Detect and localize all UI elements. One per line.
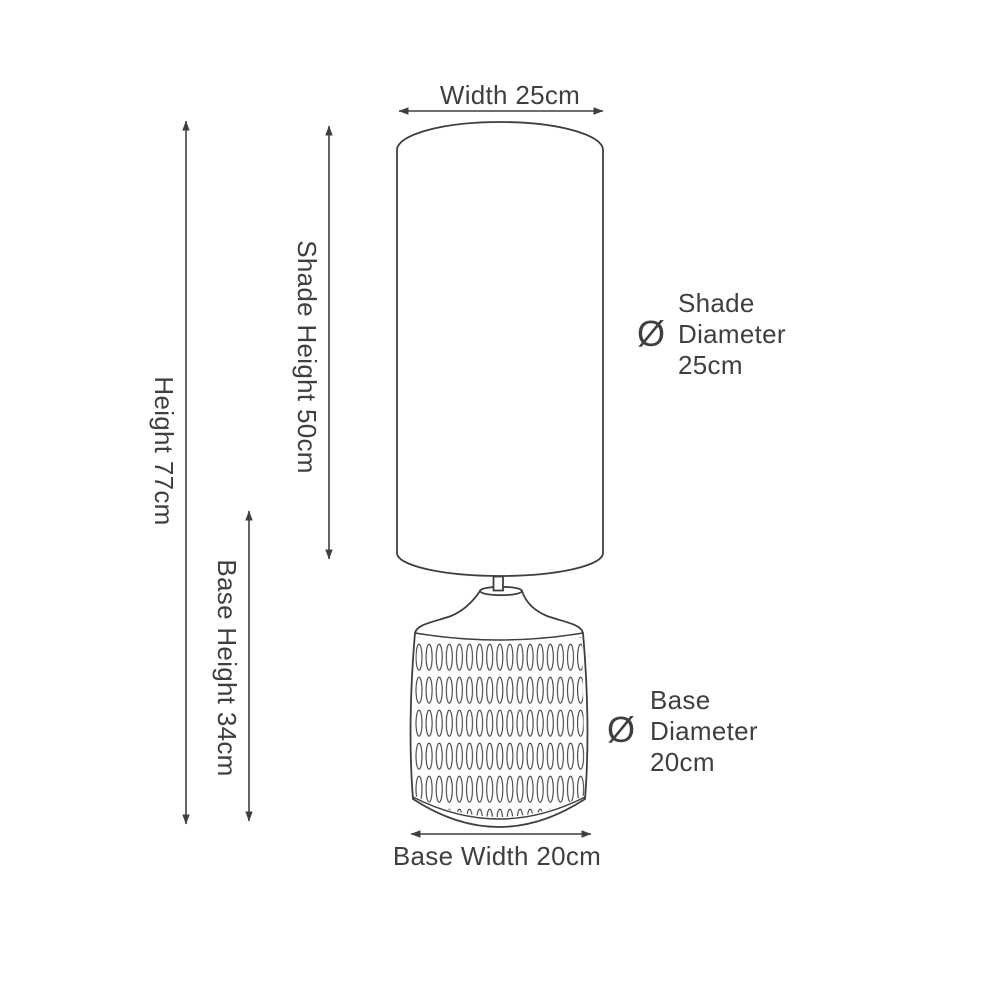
base-diameter-callout (607, 685, 758, 777)
base-diameter-line-3: 20cm (650, 747, 715, 777)
lamp-stem (494, 577, 504, 591)
shade-diameter-callout (637, 288, 786, 380)
base-height-label: Base Height 34cm (212, 559, 242, 777)
base-diameter-line-1: Base (650, 685, 711, 715)
overall-height-label: Height 77cm (149, 376, 179, 526)
lamp-base-texture (413, 637, 585, 817)
lamp-drawing (397, 122, 603, 827)
shade-diameter-line-3: 25cm (678, 350, 743, 380)
base-diameter-line-2: Diameter (650, 716, 758, 746)
shade-diameter-line-2: Diameter (678, 319, 786, 349)
diameter-icon: Ø (636, 313, 666, 354)
shade-height-label: Shade Height 50cm (292, 240, 322, 474)
diameter-icon: Ø (606, 709, 636, 750)
base-width-label: Base Width 20cm (392, 841, 602, 871)
lamp-shade (397, 122, 603, 576)
shade-diameter-line-1: Shade (678, 288, 755, 318)
width-label: Width 25cm (439, 80, 581, 110)
